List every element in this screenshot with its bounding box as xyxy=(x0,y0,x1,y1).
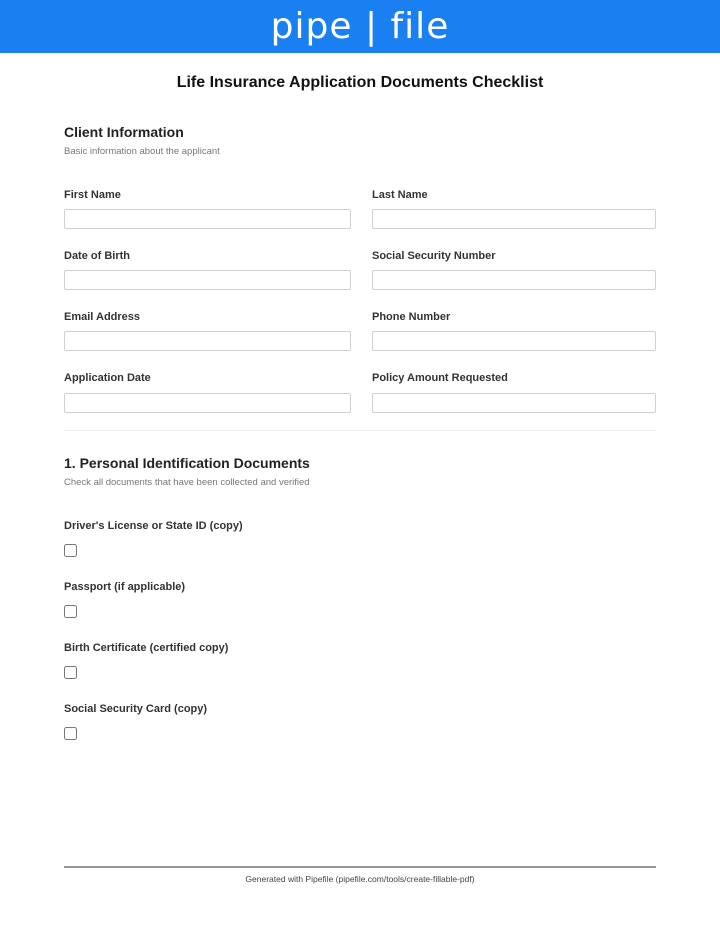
last-name-input[interactable] xyxy=(372,209,656,229)
personal-identification-heading: 1. Personal Identification Documents xyxy=(64,455,310,471)
application-date-input[interactable] xyxy=(64,393,351,413)
client-information-subtitle: Basic information about the applicant xyxy=(64,146,220,157)
last-name-label: Last Name xyxy=(372,189,428,201)
date-of-birth-input[interactable] xyxy=(64,270,351,290)
social-security-card-label: Social Security Card (copy) xyxy=(64,703,208,715)
drivers-license-checkbox[interactable] xyxy=(64,544,77,557)
ssn-input[interactable] xyxy=(372,270,656,290)
policy-amount-input[interactable] xyxy=(372,393,656,413)
document-title: Life Insurance Application Documents Checklist xyxy=(176,74,544,91)
footer-generated-text: Generated with Pipefile (pipefile.com/tools/create-fillable-pdf) xyxy=(245,874,475,884)
client-information-heading: Client Information xyxy=(64,124,184,140)
policy-amount-label: Policy Amount Requested xyxy=(372,372,508,384)
drivers-license-label: Driver's License or State ID (copy) xyxy=(64,520,243,532)
birth-certificate-label: Birth Certificate (certified copy) xyxy=(64,642,229,654)
ssn-label: Social Security Number xyxy=(372,250,496,262)
passport-checkbox[interactable] xyxy=(64,605,77,618)
passport-label: Passport (if applicable) xyxy=(64,581,186,593)
brand-header-bar xyxy=(0,0,720,53)
phone-label: Phone Number xyxy=(372,311,451,323)
birth-certificate-checkbox[interactable] xyxy=(64,666,77,679)
phone-input[interactable] xyxy=(372,331,656,351)
personal-identification-subtitle: Check all documents that have been collected and verified xyxy=(64,477,310,488)
email-label: Email Address xyxy=(64,311,141,323)
email-input[interactable] xyxy=(64,331,351,351)
section-divider xyxy=(64,430,656,431)
social-security-card-checkbox[interactable] xyxy=(64,727,77,740)
application-date-label: Application Date xyxy=(64,372,151,384)
date-of-birth-label: Date of Birth xyxy=(64,250,130,262)
first-name-label: First Name xyxy=(64,189,121,201)
pipefile-logo: pipe | file xyxy=(270,5,450,47)
first-name-input[interactable] xyxy=(64,209,351,229)
footer-rule xyxy=(64,866,656,868)
